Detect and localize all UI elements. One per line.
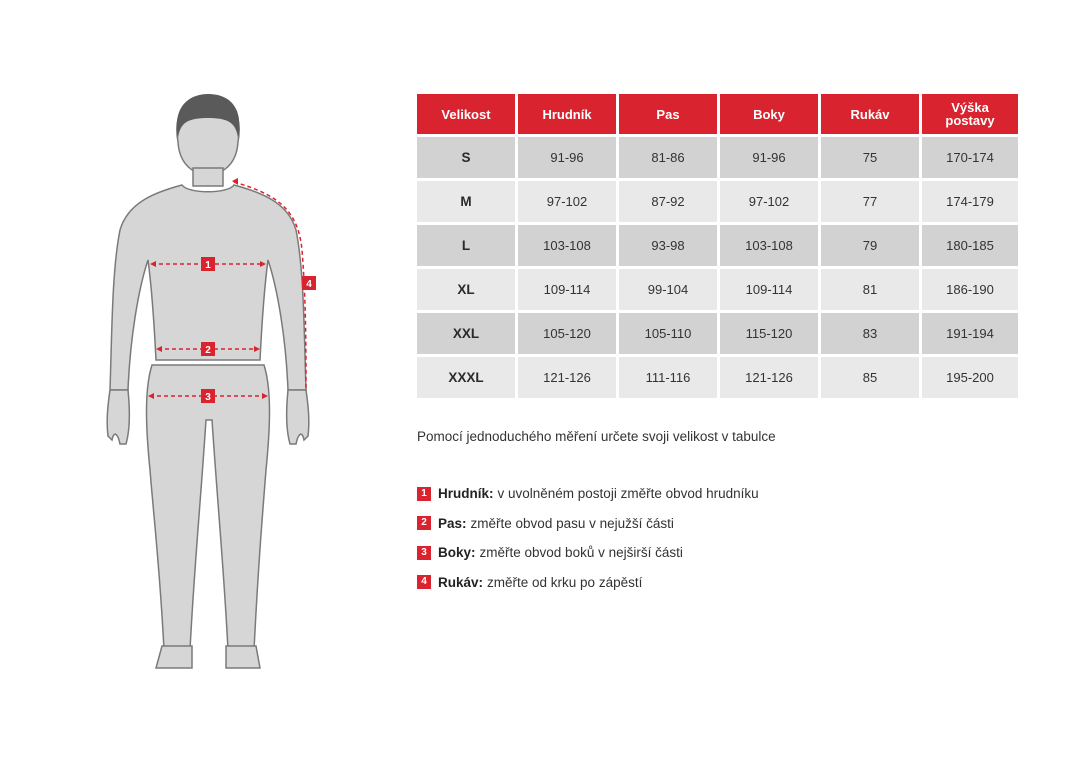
table-row (417, 269, 1018, 310)
legend-item-hips (417, 538, 759, 568)
cell: 79 (821, 225, 919, 266)
svg-text:2: 2 (205, 345, 211, 356)
cell: 97-102 (518, 181, 616, 222)
cell: 99-104 (619, 269, 717, 310)
cell: 81-86 (619, 137, 717, 178)
header-sleeve: Rukáv (821, 94, 919, 134)
cell: 186-190 (922, 269, 1018, 310)
size-table (414, 91, 1021, 401)
legend-desc: změřte obvod boků v nejširší části (479, 545, 683, 561)
left-foot (156, 646, 192, 668)
legend-desc: v uvolněném postoji změřte obvod hrudníku (497, 486, 759, 502)
badge-4: 4 (417, 575, 431, 589)
cell: 111-116 (619, 357, 717, 398)
cell: XXXL (417, 357, 515, 398)
legend-desc: změřte od krku po zápěstí (487, 574, 643, 590)
marker-1 (201, 257, 215, 271)
left-hand (107, 390, 129, 444)
cell: 174-179 (922, 181, 1018, 222)
legend-item-sleeve (417, 568, 759, 598)
table-row (417, 357, 1018, 398)
svg-text:4: 4 (306, 279, 312, 290)
intro-text: Pomocí jednoduchého měření určete svoji velikost v tabulce (417, 429, 776, 444)
cell: S (417, 137, 515, 178)
table-row (417, 181, 1018, 222)
right-hand (287, 390, 309, 444)
cell: 105-120 (518, 313, 616, 354)
legend-term: Pas: (438, 515, 467, 531)
cell: 195-200 (922, 357, 1018, 398)
cell: 115-120 (720, 313, 818, 354)
marker-2 (201, 342, 215, 356)
body-figure (100, 90, 330, 680)
cell: XL (417, 269, 515, 310)
cell: L (417, 225, 515, 266)
badge-1: 1 (417, 487, 431, 501)
legend-term: Rukáv: (438, 574, 484, 590)
cell: 109-114 (518, 269, 616, 310)
header-height: Výška postavy (922, 94, 1018, 134)
cell: 97-102 (720, 181, 818, 222)
legend-item-waist (417, 509, 759, 539)
header-chest: Hrudník (518, 94, 616, 134)
cell: 109-114 (720, 269, 818, 310)
measurement-legend (417, 479, 759, 597)
table-row (417, 225, 1018, 266)
cell: 85 (821, 357, 919, 398)
cell: 91-96 (518, 137, 616, 178)
badge-3: 3 (417, 546, 431, 560)
cell: 121-126 (720, 357, 818, 398)
header-hips: Boky (720, 94, 818, 134)
cell: 103-108 (720, 225, 818, 266)
marker-3 (201, 389, 215, 403)
right-foot (226, 646, 260, 668)
svg-text:1: 1 (205, 260, 211, 271)
cell: M (417, 181, 515, 222)
body-silhouette (100, 90, 330, 680)
cell: 77 (821, 181, 919, 222)
legend-term: Boky: (438, 545, 476, 561)
table-header-row (417, 94, 1018, 134)
cell: 191-194 (922, 313, 1018, 354)
header-size: Velikost (417, 94, 515, 134)
cell: 105-110 (619, 313, 717, 354)
cell: 103-108 (518, 225, 616, 266)
cell: 83 (821, 313, 919, 354)
svg-text:3: 3 (205, 392, 211, 403)
cell: 91-96 (720, 137, 818, 178)
cell: 121-126 (518, 357, 616, 398)
cell: 81 (821, 269, 919, 310)
badge-2: 2 (417, 516, 431, 530)
cell: XXL (417, 313, 515, 354)
table-row (417, 313, 1018, 354)
cell: 87-92 (619, 181, 717, 222)
torso (110, 185, 306, 390)
legend-item-chest (417, 479, 759, 509)
cell: 170-174 (922, 137, 1018, 178)
legs (147, 365, 270, 650)
legend-desc: změřte obvod pasu v nejužší části (470, 515, 674, 531)
cell: 93-98 (619, 225, 717, 266)
cell: 75 (821, 137, 919, 178)
legend-term: Hrudník: (438, 486, 494, 502)
header-waist: Pas (619, 94, 717, 134)
neck (193, 168, 223, 186)
cell: 180-185 (922, 225, 1018, 266)
marker-4 (302, 276, 316, 290)
table-row (417, 137, 1018, 178)
